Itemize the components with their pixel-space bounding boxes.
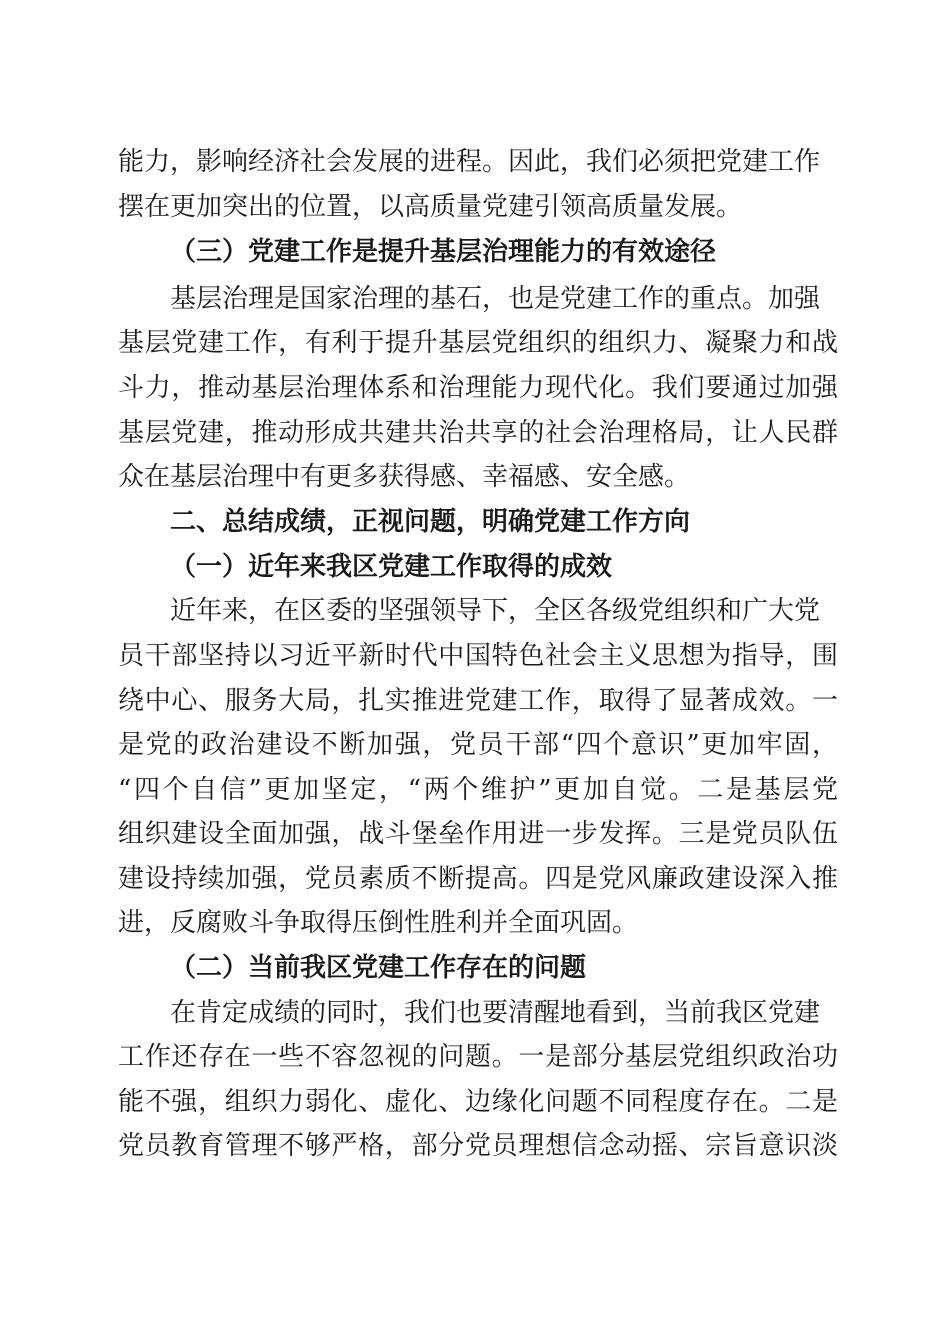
body-text-line: 众在基层治理中有更多获得感、幸福感、安全感。: [118, 462, 691, 492]
section-heading-2b: （二）当前我区党建工作存在的问题: [170, 953, 587, 983]
body-text-line: 绕中心、服务大局，扎实推进党建工作，取得了显著成效。一: [118, 686, 838, 716]
body-text-line: 工作还存在一些不容忽视的问题。一是部分基层党组织政治功: [118, 1042, 838, 1072]
body-text-line: 摆在更加突出的位置，以高质量党建引领高质量发展。: [118, 192, 743, 222]
body-text-line: 能力，影响经济社会发展的进程。因此，我们必须把党建工作: [118, 147, 821, 177]
body-text-line: 基层党建工作，有利于提升基层党组织的组织力、凝聚力和战: [118, 328, 838, 358]
body-text-line: 建设持续加强，党员素质不断提高。四是党风廉政建设深入推: [118, 864, 838, 894]
body-text-line: “四个自信”更加坚定，“两个维护”更加自觉。二是基层党: [118, 775, 838, 805]
body-text-line: 基层党建，推动形成共建共治共享的社会治理格局，让人民群: [118, 418, 838, 448]
body-text-line: 近年来，在区委的坚强领导下，全区各级党组织和广大党: [170, 596, 821, 626]
body-text-line: 在肯定成绩的同时，我们也要清醒地看到，当前我区党建: [170, 998, 821, 1028]
body-text-line: 党员教育管理不够严格，部分党员理想信念动摇、宗旨意识淡: [118, 1131, 838, 1161]
body-text-line: 是党的政治建设不断加强，党员干部“四个意识”更加牢固，: [118, 730, 838, 760]
body-text-line: 组织建设全面加强，战斗堡垒作用进一步发挥。三是党员队伍: [118, 819, 838, 849]
body-text-line: 员干部坚持以习近平新时代中国特色社会主义思想为指导，围: [118, 641, 838, 671]
body-text-line: 能不强，组织力弱化、虚化、边缘化问题不同程度存在。二是: [118, 1087, 838, 1117]
body-text-line: 斗力，推动基层治理体系和治理能力现代化。我们要通过加强: [118, 373, 838, 403]
body-text-line: 进，反腐败斗争取得压倒性胜利并全面巩固。: [118, 908, 639, 938]
section-heading-3: （三）党建工作是提升基层治理能力的有效途径: [170, 237, 717, 267]
section-heading-1: （一）近年来我区党建工作取得的成效: [170, 552, 613, 582]
body-text-line: 基层治理是国家治理的基石，也是党建工作的重点。加强: [170, 284, 821, 314]
section-heading-2: 二、总结成绩，正视问题，明确党建工作方向: [170, 507, 691, 537]
